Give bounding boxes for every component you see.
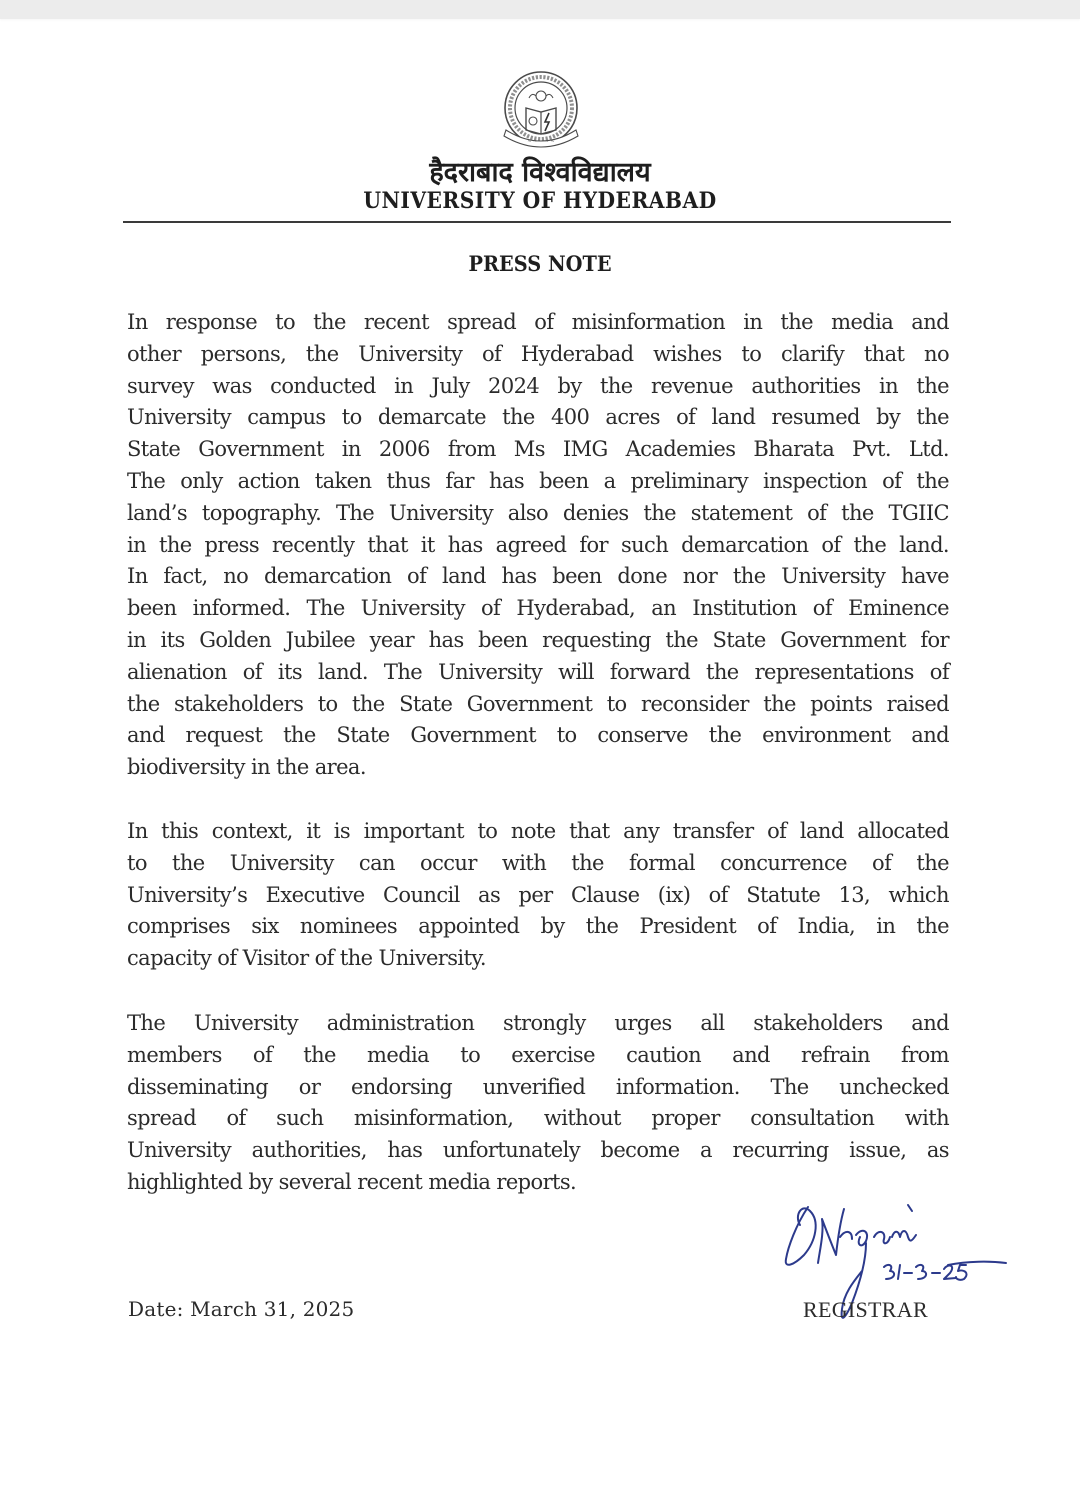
document-date: Date: March 31, 2025 (128, 1297, 355, 1321)
text-line: University campus to demarcate the 400 acres of land resumed by the (127, 405, 949, 430)
text-line: biodiversity in the area. (127, 755, 366, 780)
document-title: PRESS NOTE (468, 251, 612, 276)
text-line: highlighted by several recent media reports. (127, 1169, 577, 1194)
text-line: The only action taken thus far has been a preliminary inspection of the (127, 468, 949, 493)
text-line: State Government in 2006 from Ms IMG Academies Bharata Pvt. Ltd. (127, 437, 949, 462)
text-line: In response to the recent spread of misinformation in the media and (127, 310, 949, 334)
text-line: in its Golden Jubilee year has been requesting the State Government for (127, 627, 949, 652)
paragraph-3 (127, 1008, 949, 1199)
text-line: the stakeholders to the State Government to reconsider the points raised (127, 691, 949, 716)
university-name-hindi: हैदराबाद विश्वविद्यालय (429, 157, 651, 188)
text-line: in the press recently that it has agreed for such demarcation of the land. (127, 532, 949, 557)
signatory-designation: REGISTRAR (803, 1297, 928, 1322)
text-line: disseminating or endorsing unverified information. The unchecked (127, 1074, 949, 1099)
svg-text:~ ~ ~ ~ ~: ~ ~ ~ ~ ~ (527, 139, 555, 145)
text-line: spread of such misinformation, without proper consultation with (127, 1106, 949, 1131)
text-line: capacity of Visitor of the University. (127, 946, 486, 971)
university-seal-icon (496, 68, 586, 152)
text-line: University authorities, has unfortunately become a recurring issue, as (127, 1138, 949, 1163)
text-line: In this context, it is important to note that any transfer of land allocated (127, 819, 949, 843)
text-line: other persons, the University of Hyderabad wishes to clarify that no (127, 341, 949, 366)
text-line: to the University can occur with the formal concurrence of the (127, 850, 949, 875)
university-name-english: UNIVERSITY OF HYDERABAD (363, 188, 717, 214)
header-divider (123, 221, 951, 223)
paragraph-2 (127, 816, 949, 975)
text-line: been informed. The University of Hyderabad, an Institution of Eminence (127, 596, 949, 621)
text-line: members of the media to exercise caution and refrain from (127, 1042, 949, 1067)
text-line: comprises six nominees appointed by the President of India, in the (127, 914, 949, 939)
text-line: survey was conducted in July 2024 by the revenue authorities in the (127, 373, 949, 398)
paragraph-1 (127, 307, 949, 784)
text-line: and request the State Government to conserve the environment and (127, 723, 949, 748)
text-line: The University administration strongly urges all stakeholders and (127, 1011, 949, 1035)
text-line: In fact, no demarcation of land has been done nor the University have (127, 564, 949, 589)
text-line: land’s topography. The University also denies the statement of the TGIIC (127, 500, 949, 525)
text-line: alienation of its land. The University will forward the representations of (127, 659, 949, 684)
top-bar (0, 0, 1080, 19)
text-line: University’s Executive Council as per Clause (ix) of Statute 13, which (127, 882, 949, 907)
